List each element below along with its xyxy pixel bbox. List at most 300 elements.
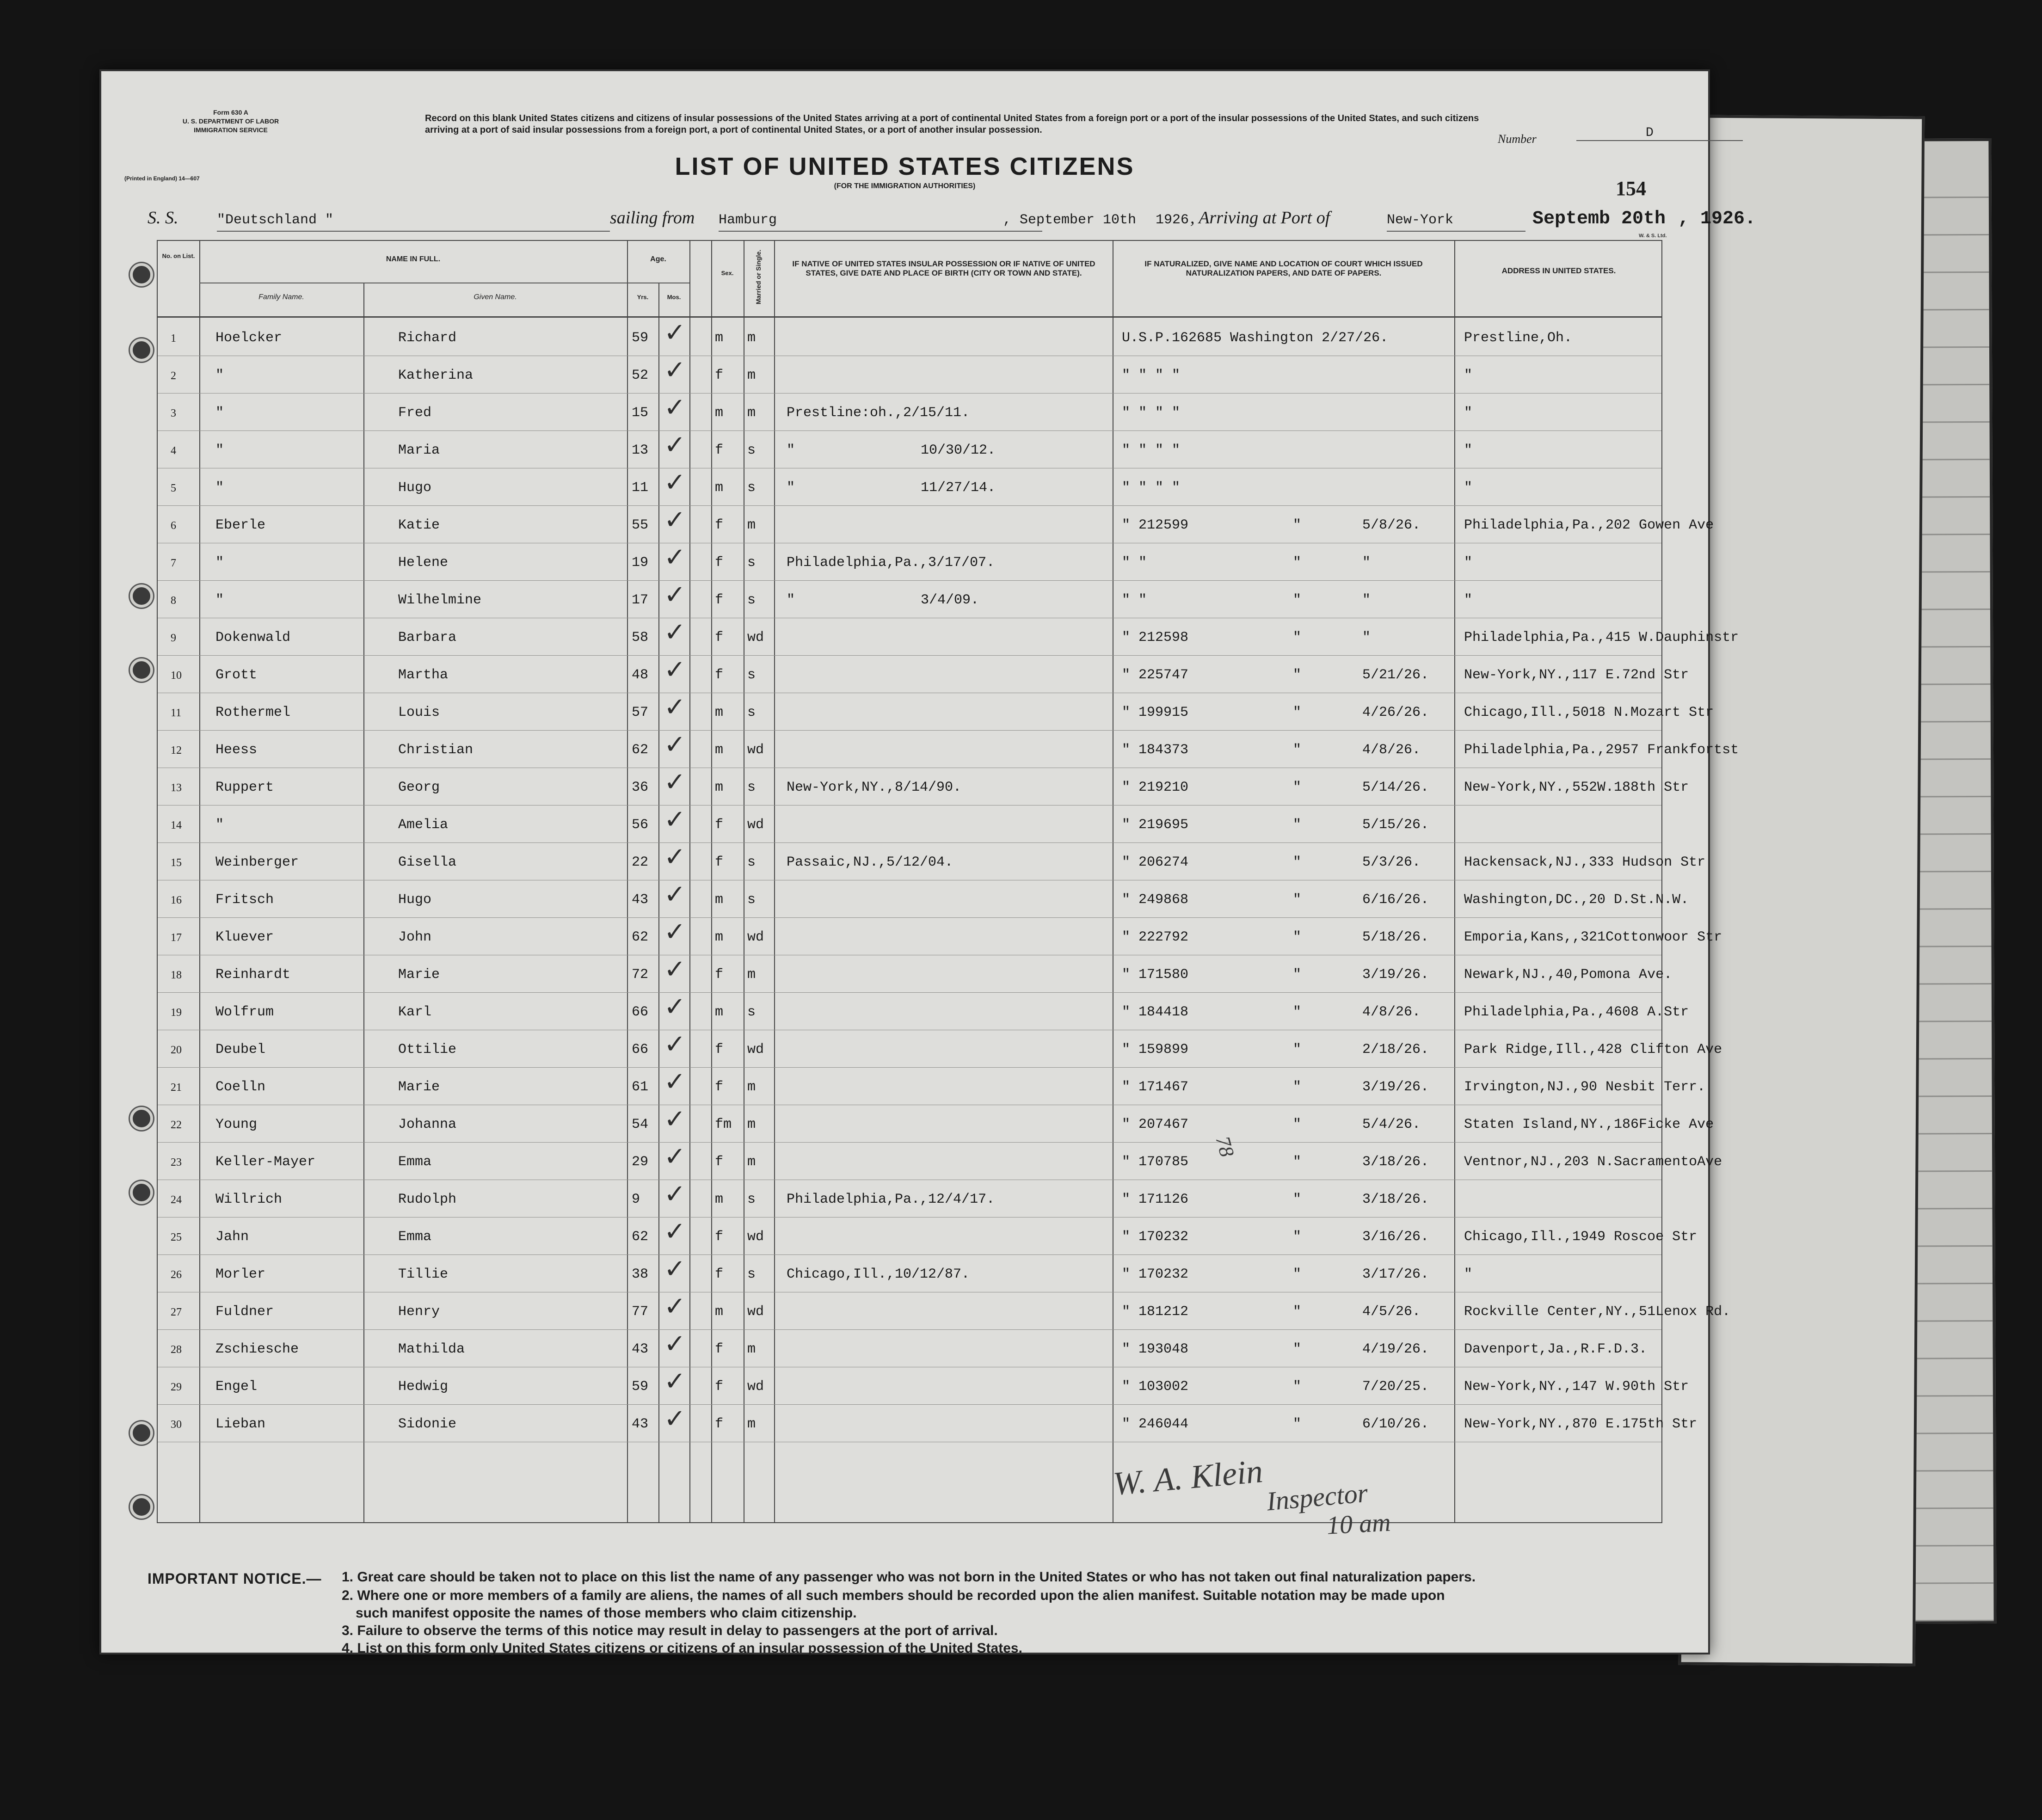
cell-age: 66 [632,1004,649,1020]
cell-nat-court: " [1293,1079,1302,1095]
table-row [158,656,1689,692]
arriving-label: , Arriving at Port of [1190,208,1330,228]
cell-nat: " 212599 [1122,517,1189,533]
cell-age: 48 [632,667,649,683]
cell-nat: " 219695 [1122,817,1189,833]
check-mark: ✓ [664,993,686,1021]
check-mark: ✓ [664,1105,686,1134]
cell-nat-date: 4/19/26. [1362,1341,1429,1357]
cell-nat: " 171467 [1122,1079,1189,1095]
table-row [158,993,1689,1029]
cell-given: Mathilda [398,1341,465,1357]
cell-nat-court: " [1293,1117,1302,1132]
table-row [158,918,1722,954]
table-row [158,1255,1661,1291]
cell-nat: " 212598 [1122,630,1189,646]
form-number: Form 630 A [213,109,248,116]
cell-ms: s [747,1267,756,1282]
check-mark: ✓ [664,1367,686,1396]
number-value: D [1576,126,1743,141]
cell-age: 62 [632,929,649,945]
cell-birth: Philadelphia,Pa.,12/4/17. [787,1192,995,1207]
cell-no: 3 [171,407,176,419]
cell-nat: " 170232 [1122,1267,1189,1282]
cell-nat-court: " [1293,592,1302,608]
table-row [158,1030,1722,1066]
cell-age: 61 [632,1079,649,1095]
cell-nat-date: 3/18/26. [1362,1192,1429,1207]
cell-no: 10 [171,670,182,682]
header-name: NAME IN FULL. [386,255,441,263]
cell-nat: " " " " [1122,368,1181,383]
check-mark: ✓ [664,1143,686,1171]
cell-ms: s [747,480,756,496]
cell-nat: " 219210 [1122,780,1189,795]
check-mark: ✓ [664,1330,686,1359]
cell-age: 62 [632,742,649,758]
table-row [158,543,1661,579]
cell-nat-court: " [1293,1379,1302,1395]
manifest-table [157,240,1739,1523]
header-given: Given Name. [474,293,517,301]
table-row [158,1405,1698,1441]
cell-ms: s [747,592,756,608]
cell-sex: f [715,1154,724,1170]
cell-ms: wd [747,1379,764,1395]
cell-given: Helene [398,555,449,571]
header-mos: Mos. [667,294,681,301]
cell-no: 30 [171,1419,182,1431]
cell-nat-date: 5/3/26. [1362,855,1421,870]
cell-family: Grott [215,667,258,683]
table-row [158,468,1661,504]
check-mark: ✓ [664,1180,686,1209]
cell-sex: m [715,1004,724,1020]
cell-given: Richard [398,330,457,346]
check-mark: ✓ [664,431,686,460]
cell-family: " [215,443,224,458]
check-mark: ✓ [664,880,686,909]
cell-family: Weinberger [215,855,299,870]
cell-no: 1 [171,332,176,344]
cell-no: 18 [171,969,182,981]
page-subtitle: (FOR THE IMMIGRATION AUTHORITIES) [834,182,976,190]
page-number: 154 [1616,177,1646,200]
cell-birth: " [787,480,795,496]
table-row [158,1143,1722,1179]
cell-age: 55 [632,517,649,533]
cell-nat: " 206274 [1122,855,1189,870]
cell-birth: Philadelphia,Pa.,3/17/07. [787,555,995,571]
cell-ms: s [747,1004,756,1020]
cell-age: 43 [632,892,649,908]
cell-nat: " 193048 [1122,1341,1189,1357]
cell-ms: m [747,1117,756,1132]
cell-nat-date: 6/10/26. [1362,1416,1429,1432]
table-row [158,506,1714,542]
check-mark: ✓ [664,1255,686,1284]
cell-nat: " 246044 [1122,1416,1189,1432]
cell-nat: U.S.P.162685 Washington 2/27/26. [1122,330,1389,346]
cell-nat-court: " [1293,1004,1302,1020]
table-row [158,1367,1689,1403]
cell-nat: " " " " [1122,480,1181,496]
cell-given: Hugo [398,892,432,908]
cell-nat: " 181212 [1122,1304,1189,1320]
cell-family: Lieban [215,1416,266,1432]
cell-given: Christian [398,742,474,758]
cell-given: Karl [398,1004,432,1020]
cell-birth-date: 10/30/12. [921,443,996,458]
cell-nat: " " " " [1122,405,1181,421]
cell-no: 16 [171,894,182,906]
cell-sex: fm [715,1117,732,1132]
cell-age: 11 [632,480,649,496]
table-row [158,431,1661,467]
cell-address: Emporia,Kans,,321Cottonwoor Str [1464,929,1722,945]
punch-hole [130,338,153,362]
cell-ms: m [747,967,756,983]
table-row [158,1105,1714,1141]
table-row [158,581,1661,617]
check-mark: ✓ [664,1068,686,1096]
cell-nat-court: " [1293,892,1302,908]
cell-nat-court: " [1293,855,1302,870]
cell-nat-court: " [1293,1341,1302,1357]
cell-age: 9 [632,1192,640,1207]
cell-age: 66 [632,1042,649,1058]
cell-ms: s [747,667,756,683]
cell-given: Katherina [398,368,474,383]
from-label: sailing from [610,208,695,228]
number-label: Number [1498,132,1537,146]
cell-nat-court: " [1293,1229,1302,1245]
inspection-time: 10 am [1326,1508,1391,1540]
cell-sex: f [715,443,724,458]
cell-given: Emma [398,1229,432,1245]
cell-no: 20 [171,1044,182,1056]
cell-given: Emma [398,1154,432,1170]
notice-item: such manifest opposite the names of those members who claim citizenship. [356,1605,857,1621]
cell-nat-date: 3/16/26. [1362,1229,1429,1245]
cell-nat-court: " [1293,929,1302,945]
cell-address: Rockville Center,NY.,51Lenox Rd. [1464,1304,1731,1320]
cell-no: 29 [171,1381,182,1393]
cell-no: 13 [171,782,182,794]
cell-no: 5 [171,482,176,494]
cell-address: Prestline,Oh. [1464,330,1573,346]
cell-family: Fuldner [215,1304,274,1320]
cell-family: Keller-Mayer [215,1154,316,1170]
cell-nat-date: 5/14/26. [1362,780,1429,795]
cell-nat-date: 5/15/26. [1362,817,1429,833]
record-instructions: Record on this blank United States citizens and citizens of insular possessions of the United States arriving at a port of continental United States from a foreign port or a port of the insular possessions of the United States, and such citizens arriving at a port of said insular possessions from a foreign port, a port of continental United States, or a port of another insular possession. [425,113,1479,135]
cell-ms: s [747,1192,756,1207]
cell-given: Marie [398,1079,440,1095]
cell-no: 15 [171,857,182,869]
cell-age: 56 [632,817,649,833]
cell-family: Reinhardt [215,967,291,983]
table-row [158,618,1739,654]
cell-birth: " [787,592,795,608]
cell-ms: wd [747,1229,764,1245]
cell-nat-court: " [1293,705,1302,720]
table-row [158,693,1714,729]
cell-given: Martha [398,667,449,683]
cell-address: Davenport,Ja.,R.F.D.3. [1464,1341,1648,1357]
cell-nat-date: 5/4/26. [1362,1117,1421,1132]
cell-sex: m [715,480,724,496]
header-birth: IF NATIVE OF UNITED STATES INSULAR POSSESSION OR IF NATIVE OF UNITED STATES, GIVE DATE AND PLACE OF BIRTH (CITY OR TOWN AND STATE). [792,259,1095,277]
cell-given: Hugo [398,480,432,496]
cell-address: Philadelphia,Pa.,202 Gowen Ave [1464,517,1714,533]
cell-nat-court: " [1293,1304,1302,1320]
cell-no: 23 [171,1156,182,1168]
cell-nat: " 249868 [1122,892,1189,908]
cell-given: Georg [398,780,440,795]
cell-ms: m [747,1341,756,1357]
cell-family: Eberle [215,517,266,533]
check-mark: ✓ [664,768,686,797]
cell-family: " [215,480,224,496]
cell-given: Sidonie [398,1416,457,1432]
cell-nat: " 171580 [1122,967,1189,983]
cell-sex: f [715,517,724,533]
cell-age: 59 [632,330,649,346]
cell-birth: Prestline:oh.,2/15/11. [787,405,970,421]
depart-date: , September 10th [1003,212,1137,228]
cell-age: 43 [632,1341,649,1357]
cell-nat-court: " [1293,1192,1302,1207]
cell-no: 27 [171,1306,182,1318]
cell-address: Staten Island,NY.,186Ficke Ave [1464,1117,1714,1132]
cell-ms: m [747,1416,756,1432]
cell-sex: f [715,368,724,383]
inspector-signature: W. A. Klein [1112,1452,1264,1502]
cell-address: " [1464,368,1473,383]
cell-address: New-York,NY.,117 E.72nd Str [1464,667,1689,683]
cell-sex: f [715,1042,724,1058]
cell-nat-court: " [1293,817,1302,833]
cell-nat: " 184418 [1122,1004,1189,1020]
cell-family: Wolfrum [215,1004,274,1020]
cell-given: John [398,929,432,945]
cell-nat: " 103002 [1122,1379,1189,1395]
cell-family: Zschiesche [215,1341,299,1357]
notice-item: 2. Where one or more members of a family are aliens, the names of all such members should be recorded upon the alien manifest. Suitable notation may be made upon [342,1588,1445,1603]
cell-address: " [1464,1267,1473,1282]
cell-nat-court: " [1293,630,1302,646]
cell-birth-date: 11/27/14. [921,480,996,496]
table-row [158,394,1661,430]
cell-nat: " 170232 [1122,1229,1189,1245]
cell-sex: m [715,1304,724,1320]
cell-nat-date: 4/8/26. [1362,742,1421,758]
cell-ms: wd [747,1304,764,1320]
check-mark: ✓ [664,918,686,947]
cell-nat-date: 3/19/26. [1362,967,1429,983]
check-mark: ✓ [664,394,686,422]
cell-given: Fred [398,405,432,421]
cell-sex: f [715,817,724,833]
punch-hole [130,263,153,286]
cell-nat-court: " [1293,780,1302,795]
department: U. S. DEPARTMENT OF LABOR [182,117,279,125]
cell-given: Barbara [398,630,457,646]
check-mark: ✓ [664,506,686,535]
cell-no: 17 [171,932,182,944]
cell-nat-date: 3/18/26. [1362,1154,1429,1170]
cell-no: 25 [171,1231,182,1243]
cell-family: " [215,817,224,833]
cell-sex: m [715,1192,724,1207]
cell-nat-date: 3/19/26. [1362,1079,1429,1095]
cell-given: Henry [398,1304,440,1320]
cell-sex: m [715,892,724,908]
depart-year: 1926 [1156,212,1189,228]
cell-nat-court: " [1293,667,1302,683]
cell-age: 57 [632,705,649,720]
check-mark: ✓ [664,955,686,984]
cell-age: 62 [632,1229,649,1245]
arrival-port: New-York [1387,212,1454,228]
from-port: Hamburg [719,212,777,228]
cell-nat-court: " [1293,742,1302,758]
cell-nat-date: 5/8/26. [1362,517,1421,533]
cell-address: " [1464,405,1473,421]
cell-address: Chicago,Ill.,5018 N.Mozart Str [1464,705,1714,720]
cell-address: Philadelphia,Pa.,4608 A.Str [1464,1004,1689,1020]
cell-nat-date: 5/18/26. [1362,929,1429,945]
cell-family: Fritsch [215,892,274,908]
cell-nat-date: 4/8/26. [1362,1004,1421,1020]
cell-sex: f [715,1341,724,1357]
cell-address: New-York,NY.,147 W.90th Str [1464,1379,1689,1395]
cell-ms: wd [747,1042,764,1058]
service: IMMIGRATION SERVICE [194,126,268,134]
printer-mark: W. & S. Ltd. [1639,233,1667,239]
cell-no: 19 [171,1007,182,1019]
cell-nat-date: " [1362,555,1371,571]
cell-age: 17 [632,592,649,608]
cell-nat-date: 2/18/26. [1362,1042,1429,1058]
cell-age: 52 [632,368,649,383]
cell-ms: m [747,1154,756,1170]
cell-age: 77 [632,1304,649,1320]
cell-family: Morler [215,1267,266,1282]
cell-nat-court: " [1293,555,1302,571]
table-row [158,1217,1698,1254]
cell-given: Hedwig [398,1379,449,1395]
cell-given: Maria [398,443,440,458]
check-mark: ✓ [664,581,686,609]
cell-nat-court: " [1293,1267,1302,1282]
cell-no: 24 [171,1194,182,1206]
cell-nat: " 159899 [1122,1042,1189,1058]
cell-sex: f [715,1267,724,1282]
cell-no: 22 [171,1119,182,1131]
cell-address: Hackensack,NJ.,333 Hudson Str [1464,855,1706,870]
cell-nat-date: 3/17/26. [1362,1267,1429,1282]
cell-family: Engel [215,1379,258,1395]
cell-ms: m [747,517,756,533]
cell-address: Newark,NJ.,40,Pomona Ave. [1464,967,1673,983]
cell-ms: wd [747,817,764,833]
table-row [158,768,1689,804]
margin-note: 78 [1211,1133,1239,1160]
table-row [158,1330,1661,1366]
cell-ms: m [747,1079,756,1095]
cell-sex: m [715,929,724,945]
check-mark: ✓ [664,1292,686,1321]
cell-given: Louis [398,705,440,720]
cell-ms: s [747,780,756,795]
header-family: Family Name. [258,293,304,301]
cell-age: 19 [632,555,649,571]
check-mark: ✓ [664,319,686,347]
cell-nat: " " [1122,555,1147,571]
cell-birth: Passaic,NJ.,5/12/04. [787,855,953,870]
cell-family: Dokenwald [215,630,291,646]
cell-no: 11 [171,707,182,719]
cell-ms: wd [747,742,764,758]
cell-age: 36 [632,780,649,795]
punch-hole [130,1421,153,1445]
check-mark: ✓ [664,843,686,872]
punch-hole [130,658,153,682]
cell-nat-court: " [1293,517,1302,533]
check-mark: ✓ [664,1405,686,1433]
cell-family: " [215,555,224,571]
cell-given: Tillie [398,1267,449,1282]
cell-sex: f [715,967,724,983]
cell-nat-court: " [1293,1154,1302,1170]
page-title: LIST OF UNITED STATES CITIZENS [675,153,1135,180]
cell-age: 72 [632,967,649,983]
cell-no: 7 [171,557,176,569]
cell-sex: m [715,330,724,346]
inspector-title: Inspector [1265,1477,1369,1517]
cell-nat: " 225747 [1122,667,1189,683]
cell-address: Chicago,Ill.,1949 Roscoe Str [1464,1229,1698,1245]
cell-address: Irvington,NJ.,90 Nesbit Terr. [1464,1079,1706,1095]
cell-sex: f [715,630,724,646]
cell-age: 38 [632,1267,649,1282]
cell-nat: " " [1122,592,1147,608]
cell-nat-court: " [1293,967,1302,983]
cell-no: 2 [171,370,176,382]
table-row [158,1068,1706,1104]
underlying-page-1 [1679,115,1925,1666]
check-mark: ✓ [664,731,686,759]
cell-ms: s [747,892,756,908]
cell-ms: wd [747,929,764,945]
cell-family: Deubel [215,1042,266,1058]
punch-hole [130,584,153,608]
ship-name: "Deutschland " [217,212,334,228]
cell-address: " [1464,480,1473,496]
cell-birth: " [787,443,795,458]
cell-ms: s [747,705,756,720]
cell-sex: m [715,405,724,421]
cell-given: Wilhelmine [398,592,482,608]
cell-given: Rudolph [398,1192,457,1207]
cell-nat-date: 4/26/26. [1362,705,1429,720]
table-row [158,731,1739,767]
cell-nat-court: " [1293,1416,1302,1432]
table-row [158,880,1689,916]
table-row [158,356,1661,392]
